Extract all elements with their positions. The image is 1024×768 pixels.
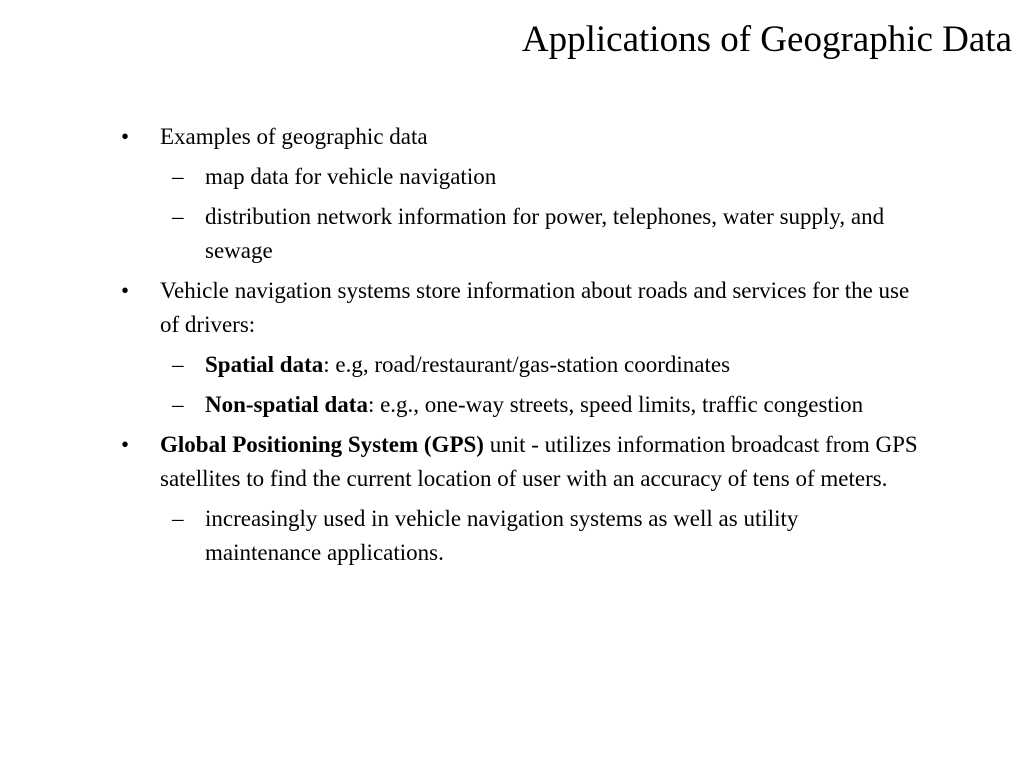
bullet-gps — [118, 428, 918, 496]
sub-bullet-distribution-network-text: distribution network information for power, telephones, water supply, and sewage — [205, 204, 885, 263]
bullet-examples-text: Examples of geographic data — [160, 124, 428, 149]
slide-title: Applications of Geographic Data — [521, 19, 1012, 60]
sub-bullet-gps-usage-text: increasingly used in vehicle navigation systems as well as utility maintenance applications. — [205, 506, 799, 565]
sub-bullet-non-spatial-data — [118, 388, 918, 422]
bullet-vehicle-navigation — [118, 274, 918, 342]
gps-desc: unit - utilizes information broadcast from GPS satellites to find the current location of user with an accuracy of tens of meters. — [160, 432, 918, 491]
non-spatial-data-term: Non-spatial data — [205, 392, 368, 417]
slide-content — [118, 120, 918, 576]
sub-bullet-map-data-text: map data for vehicle navigation — [205, 164, 497, 189]
bullet-vehicle-navigation-text: Vehicle navigation systems store information about roads and services for the use of drivers: — [160, 278, 910, 337]
sub-bullet-gps-usage — [118, 502, 918, 570]
sub-bullet-spatial-data — [118, 348, 918, 382]
non-spatial-data-desc: : e.g., one-way streets, speed limits, traffic congestion — [367, 392, 864, 417]
sub-bullet-map-data — [118, 160, 918, 194]
spatial-data-desc: : e.g, road/restaurant/gas-station coordinates — [323, 352, 731, 377]
spatial-data-term: Spatial data — [205, 352, 324, 377]
sub-bullet-distribution-network — [118, 200, 918, 268]
bullet-examples — [118, 120, 918, 154]
gps-term: Global Positioning System (GPS) — [160, 432, 484, 457]
